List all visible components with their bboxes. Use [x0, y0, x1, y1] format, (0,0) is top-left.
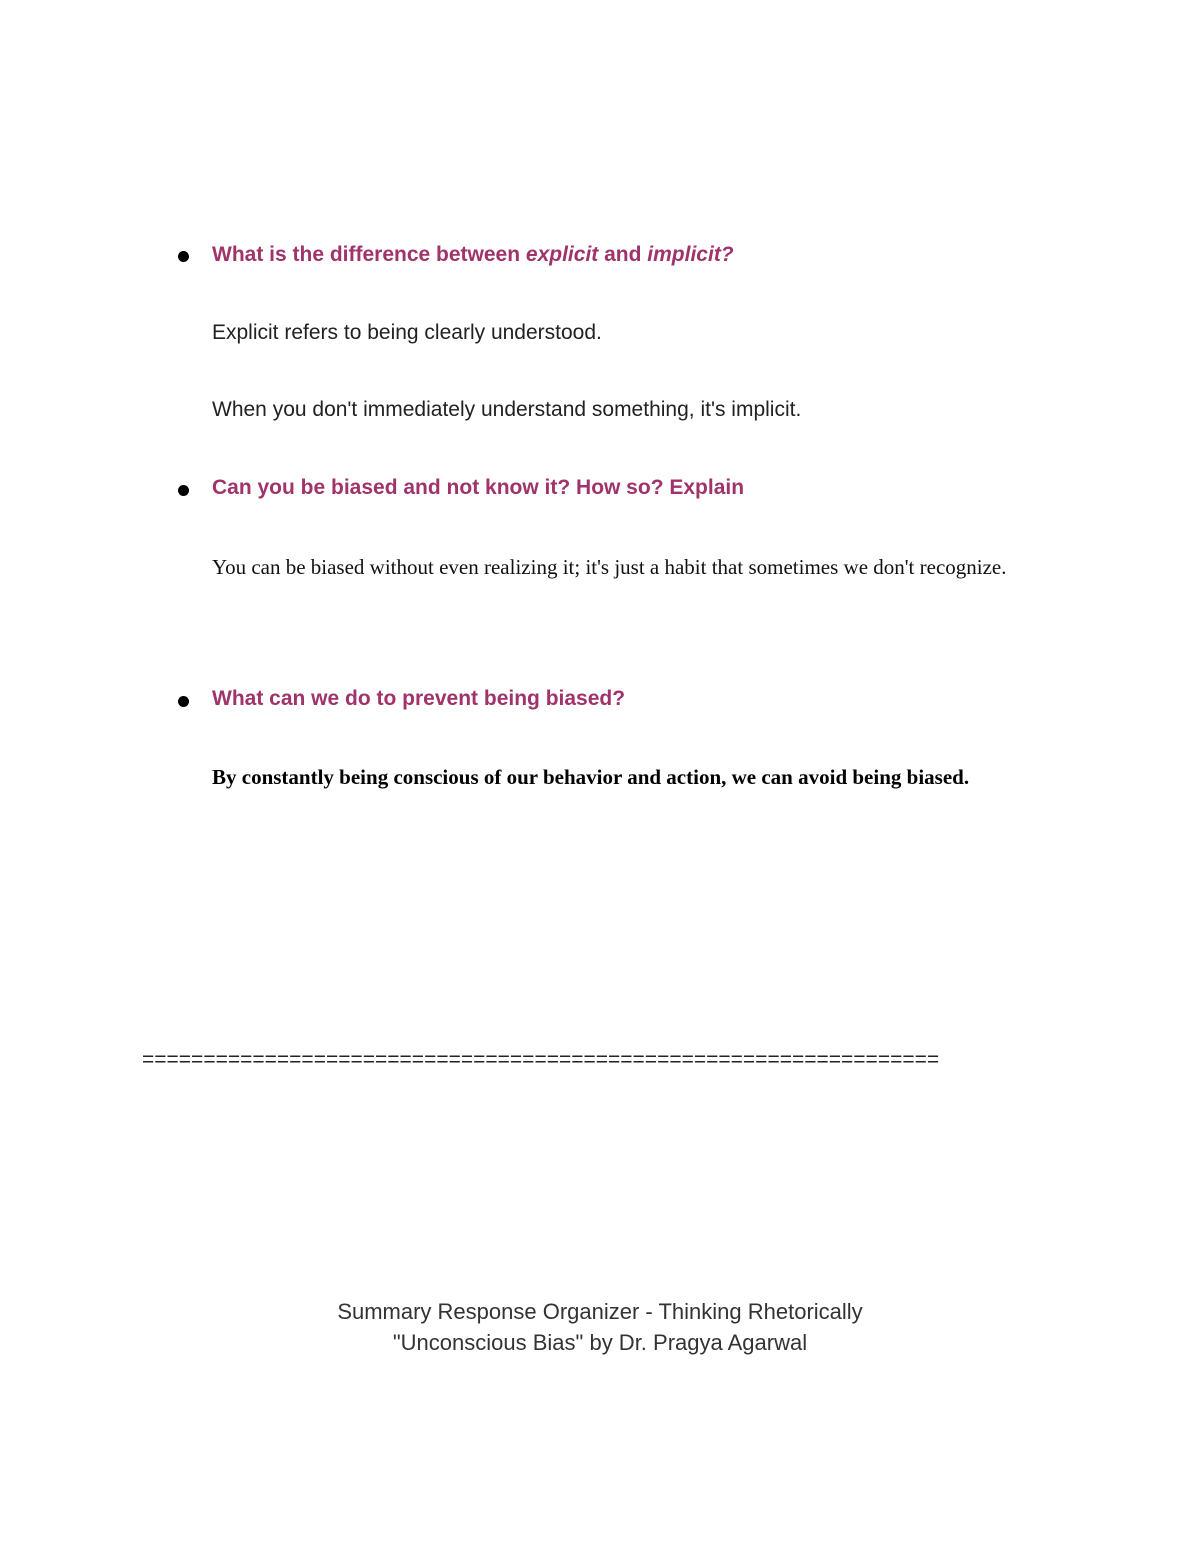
question-1-part-1: What is the difference between [212, 243, 526, 266]
footer-subtitle: "Unconscious Bias" by Dr. Pragya Agarwal [392, 1330, 808, 1355]
bullet-icon [178, 251, 189, 262]
section-divider: ================================================================= [142, 1048, 940, 1071]
bullet-icon [178, 696, 189, 707]
question-1 [212, 243, 734, 267]
question-3: What can we do to prevent being biased? [212, 687, 626, 710]
question-1-term-implicit: implicit? [647, 243, 734, 266]
bullet-icon [178, 485, 189, 496]
answer-1-line-1: Explicit refers to being clearly understood. [212, 321, 602, 344]
answer-2: You can be biased without even realizing it; it's just a habit that sometimes we don't recognize. [212, 555, 1007, 579]
question-1-part-3: and [598, 243, 648, 266]
answer-1-line-2: When you don't immediately understand something, it's implicit. [212, 398, 802, 421]
question-1-term-explicit: explicit [525, 243, 599, 266]
footer-title: Summary Response Organizer - Thinking Rhetorically [337, 1299, 863, 1324]
answer-3: By constantly being conscious of our behavior and action, we can avoid being biased. [212, 765, 970, 789]
question-2: Can you be biased and not know it? How so? Explain [212, 476, 745, 499]
